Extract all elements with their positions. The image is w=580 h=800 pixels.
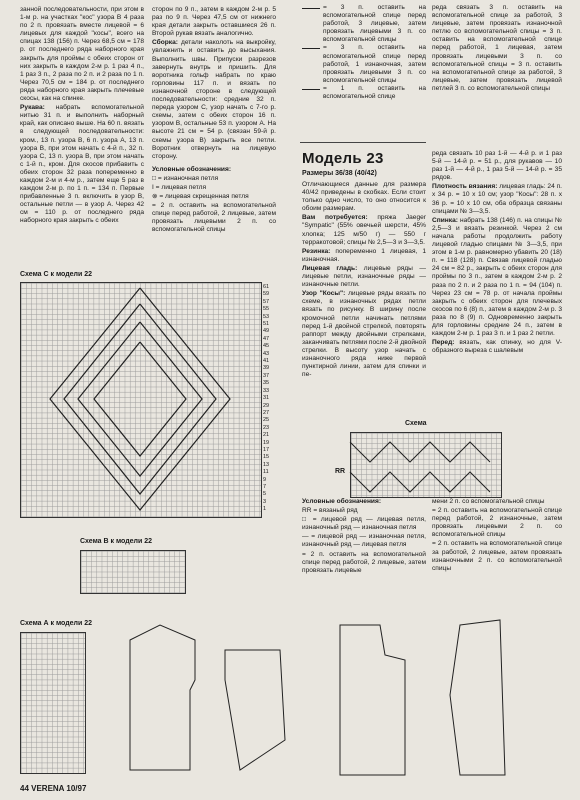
legend-item: = 2 п. оставить на вспомогательной спице за работой, 2 лицевые, затем провязать изнаночными 2 п. со вспомогательной спицы	[432, 540, 562, 572]
legend-title: Условные обозначения:	[152, 165, 232, 173]
legend-model-23	[302, 498, 426, 628]
text-column-3	[302, 181, 426, 379]
paragraph: Отличающиеся данные для размера 40/42 приведены в скобках. Если стоит только одно число, то оно относится к обоим размерам.	[302, 181, 426, 213]
paragraph: занной последовательности, при этом в 1-м р. на участках "кос" узора В 4 раза по 2 п. провязать вместе лицевой = 6 лицевых для каждой "косы", всего на спицах 138 (156) п. Через 68,5 см = 178 р. от последнего ряда наборного края закрыть для проймы с обеих сторон от них закрыть в каждом 2-м р. 1 раз 4 п., 1 раз 3 п., 2 раза по 2 п. и 2 раза по 1 п. Через 70,5 см = 184 р. от последнего ряда наборного края закрыть плечевые скосы, как на спинке.	[20, 6, 144, 103]
scheme-c-label: Схема С к модели 22	[20, 271, 93, 278]
legend-item: RR = вязаный ряд	[302, 507, 358, 515]
legend-item: □ = лицевой ряд — лицевая петля, изнаночный ряд — изнаночная петля	[302, 516, 426, 532]
section-heading: Сборка:	[152, 39, 178, 47]
paragraph: лицевые ряды — лицевые петли, изнаночные ряды — изнаночные петли.	[302, 264, 426, 289]
scheme-a-chart	[20, 632, 86, 774]
scheme-b-label: Схема В к модели 22	[80, 538, 153, 545]
paragraph: попеременно 1 лицевая, 1 изнаночная.	[302, 247, 426, 263]
section-heading: Резинка:	[302, 247, 331, 255]
scheme-b-chart	[80, 550, 186, 594]
section-heading: Лицевая гладь:	[302, 264, 358, 272]
legend-item: = 2 п. оставить на вспомогательной спице перед работой, 2 изнаночные, затем провязать лицевыми 2 п. со вспомогательной спицы	[432, 507, 562, 539]
pattern-outline-model-22	[120, 620, 290, 780]
paragraph: сторон по 9 п., затем в каждом 2-м р. 5 раз по 9 п. Через 47,5 см от нижнего края детали закрыть оставшиеся 26 п. Второй рукав вязать аналогично.	[152, 6, 276, 38]
section-heading: Вам потребуется:	[302, 214, 368, 222]
legend-item: □ = изнаночная петля	[152, 174, 219, 182]
section-rule	[300, 142, 426, 143]
legend-item: реда связать 3 п. оставить на вспомогательной спице за работой, 3 лицевые, затем провязать изнаночной петлю со вспомогательной спицы = 3 п. оставить на вспомогательной спице перед работой, 1 лицевая, затем провязать лицевыми 3 п. со вспомогательной спицы = 3 п. оставить на вспомогательной спице за работой, 3 лицевые, затем провязать лицевой петлей 3 п. со вспомогательной спицы	[432, 4, 562, 92]
legend-item: — = лицевой ряд — изнаночная петля, изнаночный ряд — лицевая петля	[302, 533, 426, 549]
legend-item: = 3 п. оставить на вспомогательной спице перед работой, 3 лицевые, затем провязать лицевыми 3 п. со вспомогательной спицы	[323, 4, 426, 44]
section-heading: Спинка:	[432, 216, 458, 224]
scheme-label: Схема	[405, 420, 427, 427]
legend-item: I = лицевая петля	[152, 183, 207, 191]
page-footer: 44 VERENA 10/97	[20, 784, 87, 793]
legend-column-4-top	[432, 4, 562, 134]
paragraph: пряжа Jaeger "Sympatic" (55% овечьей шерсти, 45% хлопка; 125 м/50 г) — 550 г терракотовой; спицы № 2,5—3 и 3—3,5.	[302, 214, 426, 246]
model-sizes: Размеры 36/38 (40/42)	[302, 170, 377, 177]
section-heading: Плотность вязания:	[432, 183, 498, 191]
paragraph: набрать 138 (146) п. на спицы № 2,5—3 и вязать резинкой. Через 2 см начала работы продолжить работу лицевой гладью спицами № 3—3,5, при этом в 1-м р. равномерно убавить 20 (18) п. = 118 (128) п. Связав лицевой гладью 24 см = 82 р., закрыть с обеих сторон для проймы по 3 п., затем в каждом 2-м р. 2 раза по 2 п. и 2 раза по 1 п. = 94 (104) п. Через 23 см = 78 р. от начала проймы закрыть с обеих сторон для плечевых скосов по 6 (8) п., затем в каждом 2-м р. 3 раза по 8 (9) п. Одновременно закрыть для горловины средние 24 п., затем в каждом 2-м р. 1 раз 3 п. и 1 раз 2 петли.	[432, 216, 562, 338]
scheme-model-23-cables	[350, 432, 500, 496]
model-title: Модель 23	[302, 150, 384, 167]
paragraph: набрать вспомогательной нитью 31 п. и выполнить наборный край, как описано выше. На 60 п. вязать в следующей последовательности: кром., 13 п. узора В, 6 п. узора А, 13 п. узора В, при этом начать с 4-й п., 32 п. узора С, 13 п. узора В, при этом начать с 1-й п., кром. Для скосов прибавить с обеих сторон 32 раза попеременно в каждом 2-м и 4-м р., затем еще 5 раз в каждом 2-м р. по 1 п. = 134 п. Первые прибавленные 3 п. включить в узор В, остальные петли — в узор А. Через 42 см = 110 р. от последнего ряда наборного края закрыть с обеих	[20, 104, 144, 225]
section-heading: Рукава:	[20, 104, 45, 112]
rr-label: RR	[335, 468, 346, 475]
legend-item: = 1 п. оставить на вспомогательной спице	[323, 84, 426, 101]
text-column-2	[152, 6, 276, 264]
scheme-c-row-numbers: 61 59 57 55 53 51 49 47 45 43 41 39 37 35 33 31 29 27 25 23 21 19 17 15 13 11 9 7 5 3 1	[263, 284, 270, 513]
scheme-a-label: Схема А к модели 22	[20, 620, 93, 627]
paragraph: вязать, как спинку, но для V-образного выреза с шалевым	[432, 339, 562, 355]
paragraph: лицевые ряды вязать по схеме, в изнаночных рядах петли вязать по рисунку. В ширину после кромочной петли начинать петлями перед 1-й двойной стрелкой, повторять раппорт между двойными стрелками, заканчивать петлями после 2-й двойной стрелки. В высоту узор начать с изнаночного ряда ниже первой пунктирной линии, затем для спинки и пе-	[302, 290, 426, 379]
legend-title: Условные обозначения:	[302, 498, 382, 505]
legend-column-3-top	[302, 4, 426, 114]
legend-item: ⊗ = лицевая скрещенная петля	[152, 193, 249, 201]
section-heading: Узор "Косы":	[302, 290, 346, 298]
text-column-1	[20, 6, 144, 264]
paragraph: лицевая гладь: 24 п. х 34 р. = 10 х 10 см; узор "Косы": 28 п. х 36 р. = 10 х 10 см, оба образца связаны спицами № 3—3,5.	[432, 183, 562, 215]
text-column-4	[432, 150, 562, 375]
paragraph: реда связать 10 раз 1-й — 4-й р. и 1 раз 5-й — 14-й р. = 51 р., для рукавов — 10 раз 1-й — 4-й р., 1 раз 5-й — 14-й р. = 35 рядов.	[432, 150, 562, 182]
cable-symbol	[302, 4, 320, 9]
cable-symbol	[302, 85, 320, 90]
legend-model-23-right	[432, 498, 562, 608]
pattern-outline-model-23	[320, 615, 570, 785]
legend-item: мени 2 п. со вспомогательной спицы	[432, 498, 545, 505]
legend-item: = 2 п. оставить на вспомогательной спице перед работой, 2 лицевые, затем провязать лицевыми 2 п. со вспомогательной спицы	[152, 202, 276, 234]
paragraph: детали наколоть на выкройку, увлажнить и оставить до высыхания. Выполнить швы. Припуски разрезов завернуть внутрь и пришить. Для воротника гольф набрать по краю горловины 117 п. и вязать по изнаночной стороне в следующей последовательности: средние 32 п. переда узором С, узор начать с 7-го р. схемы, затем с обеих сторон 16 п. узором В, остальные 53 п. узором А. На высоте 21 см = 54 р. (связан 59-й р. схемы узора В) закрыть все петли. Воротник отвернуть на лицевую сторону.	[152, 39, 276, 160]
legend-item: = 2 п. оставить на вспомогательной спице перед работой, 2 лицевые, затем провязать лицевые	[302, 550, 426, 574]
cable-symbol	[302, 44, 320, 49]
section-heading: Перед:	[432, 339, 455, 347]
legend-item: = 3 п. оставить на вспомогательной спице перед работой, 1 изнаночная, затем провязать лицевыми 3 п. со вспомогательной спицы	[323, 44, 426, 84]
scheme-c-pattern	[20, 282, 260, 516]
